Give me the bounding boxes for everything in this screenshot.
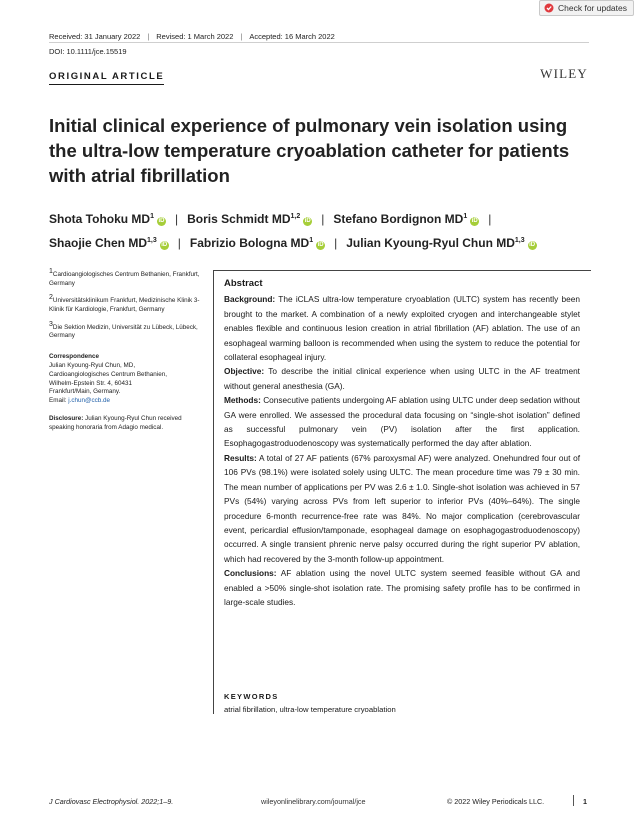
received-date: Received: 31 January 2022 <box>49 32 141 41</box>
date-separator: | <box>240 32 243 41</box>
author[interactable]: Shaojie Chen MD$^{1,3}$iD <box>49 236 168 250</box>
footer-url[interactable]: wileyonlinelibrary.com/journal/jce <box>261 797 366 806</box>
author-separator: | <box>334 236 338 250</box>
affiliation: $^3$Die Sektion Medizin, Universität zu Lübeck, Lübeck, Germany <box>49 320 198 340</box>
article-type: ORIGINAL ARTICLE <box>49 71 165 82</box>
author-separator: | <box>321 212 325 226</box>
accepted-date: Accepted: 16 March 2022 <box>249 32 335 41</box>
check-for-updates-button[interactable] <box>539 0 634 16</box>
article-type-underline <box>49 84 164 85</box>
doi[interactable]: DOI: 10.1111/jce.15519 <box>49 47 127 56</box>
revised-date: Revised: 1 March 2022 <box>156 32 234 41</box>
orcid-icon[interactable]: iD <box>317 242 324 248</box>
page-number: 1 <box>583 797 587 806</box>
footer-divider <box>573 795 574 806</box>
correspondence: Correspondence Julian Kyoung-Ryul Chun, MD, Cardioangiologisches Centrum Bethanien, Wilhelm-Epstein Str. 4, 60431 Frankfurt/Main, Germany. Email: j.chun@ccb.de <box>49 353 204 406</box>
article-dates <box>49 32 335 41</box>
affiliation: $^1$Cardioangiologisches Centrum Bethanien, Frankfurt, Germany <box>49 268 200 287</box>
orcid-icon[interactable]: iD <box>529 242 536 248</box>
correspondence-heading: Correspondence <box>49 352 100 360</box>
author-separator: | <box>488 212 492 226</box>
footer-copyright: © 2022 Wiley Periodicals LLC. <box>447 797 545 806</box>
keywords-heading: KEYWORDS <box>224 692 279 701</box>
header-divider <box>49 42 589 43</box>
orcid-icon[interactable]: iD <box>161 242 168 248</box>
author[interactable]: Julian Kyoung-Ryul Chun MD$^{1,3}$iD <box>346 236 536 250</box>
publisher-logo: WILEY <box>540 66 588 81</box>
abstract-methods: Methods: Consecutive patients undergoing AF ablation using ULTC under deep sedation without GA were enrolled. We assessed the procedural data focusing on “single-shot isolation” defined as successful pulmonary vein (PV) isolation after the first application. Esophagogastroduodenoscopy was systematically performed the day after ablation. <box>224 395 580 449</box>
date-separator: | <box>147 32 150 41</box>
footer-journal: J Cardiovasc Electrophysiol. 2022;1–9. <box>49 797 174 806</box>
author[interactable]: Shota Tohoku $MD^1iD$ <box>49 212 165 226</box>
author-list <box>49 206 609 254</box>
email-link[interactable]: j.chun@ccb.de <box>68 396 110 404</box>
abstract-conclusions: Conclusions: AF ablation using the novel ULTC system seemed feasible without GA and enabled a >50% single-shot isolation rate. The promising safety profile has to be confirmed in large-scale studies. <box>224 568 580 607</box>
author[interactable]: Stefano Bordignon $MD^1iD$ <box>333 212 478 226</box>
abstract-heading: Abstract <box>224 278 263 289</box>
author[interactable]: Boris Schmidt MD$^{1,2}$iD <box>187 212 311 226</box>
abstract-background: Background: The iCLAS ultra-low temperature cryoablation (ULTC) system has recently been brought to the market. A combination of a newly exploited cryogen and interchangeable stylet enables flexible and continuous lesion creation in atrial fibrillation (AF) ablation. The use of an esophageal warming balloon is recommended when using the system to reduce the potential for collateral esophageal injury. <box>224 294 580 363</box>
disclosure: Disclosure: Julian Kyoung-Ryul Chun received speaking honoraria from Adagio medical. <box>49 415 182 431</box>
paper-title: Initial clinical experience of pulmonary vein isolation using the ultra-low temperature cryoablation catheter for patients with atrial fibrillation <box>49 115 570 186</box>
author-separator: | <box>175 212 179 226</box>
crossmark-icon <box>544 3 554 13</box>
abstract-results: Results: A total of 27 AF patients (67% paroxysmal AF) were analyzed. Onehundred four out of 106 PVs (98.1%) were isolated solely using ULTC. The mean procedure time was 79 ± 30 min. The mean number of applications per PV was 2.6 ± 1.0. Single-shot isolation was achieved in 57 PVs (54%) varying across PVs from left superior to inferior PVs (40%–64%). The single procedure 6-month recurrence-free rate was 84%. No major complication (cerebrovascular event, pericardial effusion/tamponade, esophageal damage on esophagogastroduodenoscopy) occurred. A single transient phrenic nerve palsy occurred during the right superior PV ablation, which had recovered by the 3-month follow-up appointment. <box>224 452 580 564</box>
check-for-updates-label: Check for updates <box>558 3 627 13</box>
keywords-list: atrial fibrillation, ultra-low temperature cryoablation <box>224 705 396 714</box>
author[interactable]: Fabrizio Bologna $MD^1iD$ <box>189 236 324 250</box>
orcid-icon[interactable]: iD <box>304 218 311 224</box>
orcid-icon[interactable]: iD <box>158 218 165 224</box>
affiliation: $^2$Universitätsklinikum Frankfurt, Medizinische Klinik 3- Klinik für Kardiologie, Frankfurt, Germany <box>49 294 200 313</box>
abstract <box>224 277 580 609</box>
orcid-icon[interactable]: iD <box>471 218 478 224</box>
affiliations-column <box>49 268 204 439</box>
author-separator: | <box>177 236 181 250</box>
abstract-objective: Objective: To describe the initial clinical experience when using ULTC in the AF treatment without general anesthesia (GA). <box>224 366 580 391</box>
